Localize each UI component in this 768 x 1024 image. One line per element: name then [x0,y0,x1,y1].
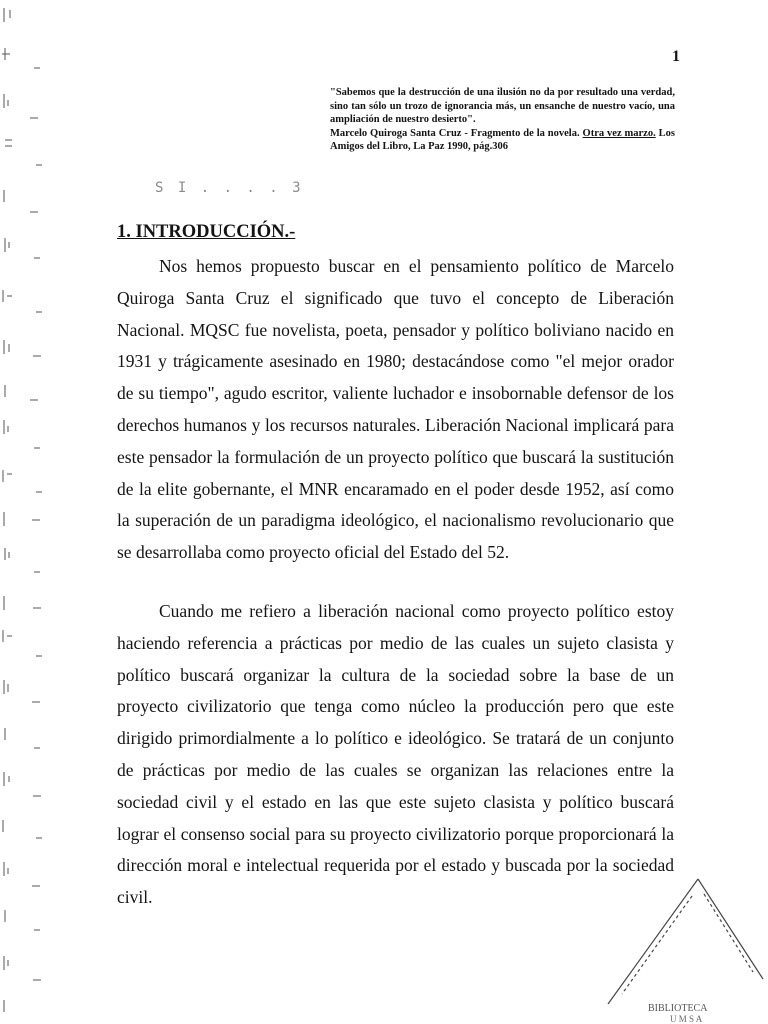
left-margin-scan-marks [0,0,60,1024]
epigraph-quote: "Sabemos que la destrucción de una ilusión no da por resultado una verdad, sino tan sólo un trozo de ignorancia más, un ensanche de nuestro vacío, una ampliación de nuestro desierto". [330,87,675,125]
epigraph-work-title: Otra vez marzo. [582,127,656,139]
page-number: 1 [672,48,680,65]
scan-smudge-text: S I . . . . 3 [155,180,304,196]
library-stamp-graphic [588,864,768,1024]
body-paragraph-2: Cuando me refiero a liberación nacional como proyecto político estoy haciendo referencia a prácticas por medio de las cuales un sujeto clasista y político buscará organizar la cultura de la sociedad sobre la base de un proyecto civilizatorio que tenga como núcleo la producción pero que este dirigido primordialmente a lo político e ideológico. Se tratará de un conjunto de prácticas por medio de las cuales se organizan las relaciones entre la sociedad civil y el estado en las que este sujeto clasista y político buscará lograr el consenso social para su proyecto civilizatorio porque proporcionará la dirección moral e intelectual requerida por el estado y buscada por la sociedad civil. [117,601,674,908]
epigraph [330,86,675,154]
margin-marks-graphic [0,0,60,1024]
epigraph-attribution [330,127,675,154]
stamp-line-1: BIBLIOTECA [648,1003,708,1014]
stamp-line-2: U M S A [670,1014,703,1024]
epigraph-attribution-suffix: Los Amigos del Libro, La Paz 1990, pág.306 [330,127,675,152]
epigraph-attribution-prefix: Marcelo Quiroga Santa Cruz - Fragmento de la novela. [330,127,583,139]
body-paragraph-1: Nos hemos propuesto buscar en el pensamiento político de Marcelo Quiroga Santa Cruz el significado que tuvo el concepto de Liberación Nacional. MQSC fue novelista, poeta, pensador y político boliviano nacido en 1931 y trágicamente asesinado en 1980; destacándose como "el mejor orador de su tiempo", agudo escritor, valiente luchador e insobornable defensor de los derechos humanos y los recursos naturales. Liberación Nacional implicará para este pensador la formulación de un proyecto político que buscará la sustitución de la elite gobernante, el MNR encaramado en el poder desde 1952, así como la superación de un paradigma ideológico, el nacionalismo revolucionario que se desarrollaba como proyecto oficial del Estado del 52. [117,256,674,563]
section-heading: 1. INTRODUCCIÓN.- [117,222,296,242]
library-stamp [588,864,768,1024]
